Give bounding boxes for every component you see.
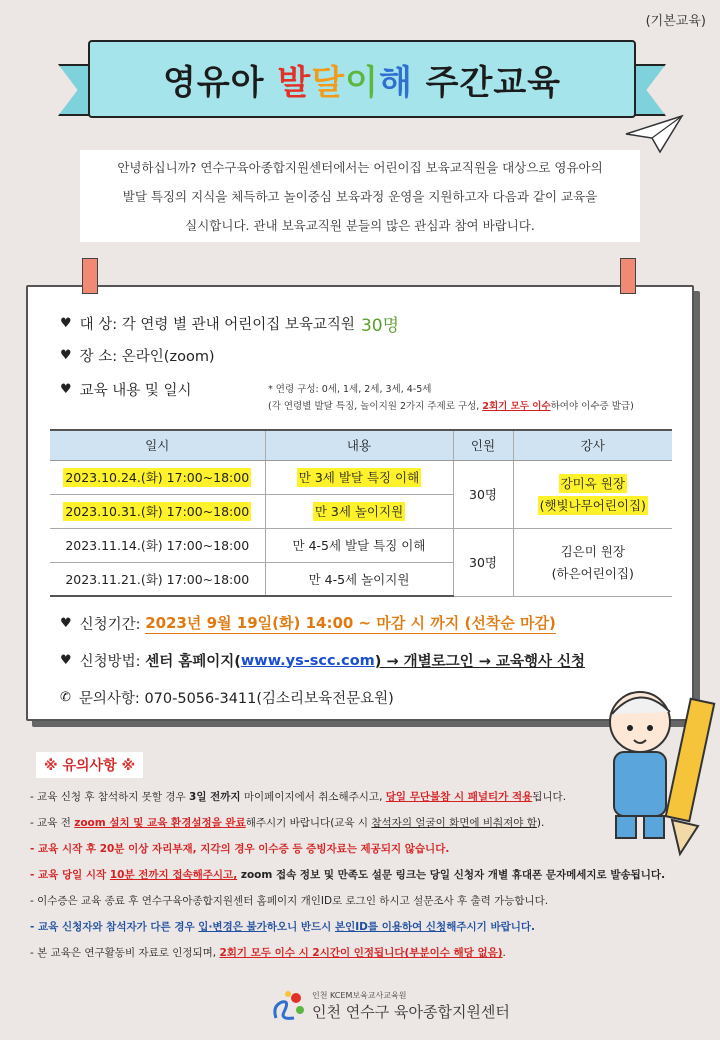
session-date: 2023.10.31.(화) 17:00~18:00	[65, 504, 250, 519]
notice-emphasis: 당일 무단불참 시 패널티가 적용	[385, 791, 533, 803]
title-word-2: 주간교육	[425, 62, 562, 103]
apply-method-text: ) → 개별로그인 → 교육행사 신청	[374, 654, 586, 670]
teacher-cell	[513, 460, 672, 528]
page-title	[163, 55, 561, 104]
notice-emphasis: 참석자의 얼굴이 화면에 비춰져야 함	[371, 817, 537, 829]
notice-heading	[36, 752, 143, 778]
footer	[270, 988, 510, 1024]
target-text: 각 연령 별 관내 어린이집 보육교직원	[121, 317, 355, 333]
session-topic: 만 3세 놀이지원	[314, 504, 404, 519]
place-label: 장 소:	[79, 349, 118, 365]
title-banner	[88, 40, 636, 126]
table-row	[50, 460, 672, 494]
intro-line: 발달 특징의 지식을 체득하고 놀이중심 보육과정 운영을 지원하고자 다음과 같이 교육을	[122, 189, 598, 204]
session-topic: 만 4-5세 놀이지원	[265, 562, 453, 596]
session-date: 2023.11.21.(화) 17:00~18:00	[50, 562, 265, 596]
notice-text: - 교육 신청자와 참석자가 다른 경우	[30, 921, 199, 933]
info-card	[26, 285, 694, 721]
center-logo-icon	[270, 988, 306, 1024]
list-item	[30, 888, 690, 914]
notice-text: 해주시기 바랍니다(교육 시	[245, 817, 372, 829]
notice-text: - 교육 전	[30, 817, 75, 829]
apply-period-text: 2023년 9월 19일(화) 14:00 ~ 마감 시 까지 (선착순 마감)	[145, 614, 556, 632]
content-row	[60, 379, 192, 400]
apply-method-label: 신청방법:	[79, 654, 141, 670]
age-note-line	[268, 398, 634, 415]
target-label: 대 상:	[79, 317, 118, 333]
title-word-1: 영유아	[162, 62, 265, 103]
header-count: 인원	[453, 430, 513, 460]
notice-emphasis: 입·변경은 불가	[198, 921, 267, 933]
notice-text: - 교육 당일 시작	[30, 869, 110, 881]
target-count: 30명	[360, 316, 399, 336]
title-char-orange: 달	[311, 62, 346, 103]
age-note-emphasis: 2회기 모두 이수	[482, 401, 551, 412]
title-char-red: 발	[277, 62, 312, 103]
target-row	[60, 311, 399, 336]
age-note-text: 하여야 이수증 발급)	[550, 401, 634, 412]
header-topic: 내용	[265, 430, 453, 460]
age-note	[268, 381, 634, 415]
place-row	[60, 345, 215, 366]
session-date: 2023.11.14.(화) 17:00~18:00	[50, 528, 265, 562]
table-row	[50, 528, 672, 562]
notice-text: zoom 접속 정보 및 만족도 설문 링크는	[237, 869, 430, 881]
ribbon-band	[88, 40, 636, 118]
place-text: 온라인(zoom)	[121, 349, 215, 365]
notice-text: - 교육 시작 후 20분 이상 자리부재, 지각의 경우 이수증 등 증빙자료는 제공되지 않습니다.	[30, 843, 450, 855]
homepage-link[interactable]: www.ys-scc.com	[240, 652, 375, 669]
session-count: 30명	[453, 528, 513, 596]
session-count: 30명	[453, 460, 513, 528]
contact-row	[60, 687, 394, 708]
list-item	[30, 836, 690, 862]
phone-icon: ✆	[60, 690, 71, 705]
list-item	[30, 940, 690, 966]
notice-emphasis: 10분 전까지 접속해주시고,	[109, 869, 238, 881]
notice-text: 해주시기 바랍니다.	[446, 921, 536, 933]
notice-emphasis: 본인ID를 이용하여 신청	[334, 921, 447, 933]
session-topic: 만 4-5세 발달 특징 이해	[265, 528, 453, 562]
list-item	[30, 810, 690, 836]
notice-mark-icon: ※	[44, 758, 58, 774]
header-date: 일시	[50, 430, 265, 460]
apply-method-text: 센터 홈페이지(	[145, 654, 241, 670]
age-note-line: * 연령 구성: 0세, 1세, 2세, 3세, 4-5세	[268, 384, 432, 395]
notice-text: 하오니 반드시	[266, 921, 335, 933]
heart-icon: ♥	[60, 653, 72, 668]
list-item	[30, 862, 690, 888]
notice-text: - 이수증은 교육 종료 후 연수구육아종합지원센터 홈페이지 개인ID로 로그인 하시고 설문조사 후 출력 가능합니다.	[30, 895, 549, 907]
title-char-green: 이	[345, 62, 379, 103]
teacher-cell	[513, 528, 672, 596]
notice-emphasis: 2회기 모두 이수 시 2시간이 인정됩니다(부분이수 해당 없음)	[219, 947, 503, 959]
notice-text: 마이페이지에서 취소해주시고,	[240, 791, 386, 803]
clip-tab-right	[620, 258, 636, 294]
list-item	[30, 784, 690, 810]
title-char-blue: 해	[378, 62, 413, 103]
teacher-org: (하은어린이집)	[551, 566, 634, 581]
notice-title: 유의사항	[62, 758, 117, 774]
apply-period-label: 신청기간:	[79, 616, 141, 633]
teacher-name: 김은미 원장	[560, 544, 625, 559]
notice-text: - 본 교육은 연구활동비 자료로 인정되며,	[30, 947, 220, 959]
notice-emphasis: 당일 신청자 개별 휴대폰 문자메세지로 발송	[429, 869, 631, 881]
heart-icon: ♥	[60, 615, 72, 631]
content-label: 교육 내용 및 일시	[79, 383, 192, 399]
apply-method-row	[60, 650, 585, 671]
notice-emphasis: 3일 전까지	[189, 791, 241, 803]
notice-text: .	[502, 947, 506, 959]
intro-line: 실시합니다. 관내 보육교직원 분들의 많은 관심과 참여 바랍니다.	[185, 218, 535, 233]
teacher-name: 강미옥 원장	[560, 476, 625, 491]
intro-line: 안녕하십니까? 연수구육아종합지원센터에서는 어린이집 보육교직원을 대상으로 영유아의	[117, 160, 603, 175]
session-topic: 만 3세 발달 특징 이해	[298, 470, 420, 485]
contact-label: 문의사항:	[78, 691, 140, 707]
age-note-text: (각 연령별 발달 특징, 놀이지원 2가지 주제로 구성,	[268, 401, 480, 412]
notice-text: ).	[536, 817, 545, 829]
footer-org-name: 인천 연수구 육아종합지원센터	[312, 1003, 510, 1021]
notice-text: - 교육 신청 후 참석하지 못할 경우	[30, 791, 190, 803]
schedule-table	[50, 429, 672, 597]
clip-tab-left	[82, 258, 98, 294]
category-tag: (기본교육)	[645, 14, 706, 29]
footer-subtitle: 인천 KCEM보육교사교육원	[312, 991, 407, 1000]
contact-text: 070-5056-3411(김소리보육전문요원)	[144, 691, 394, 707]
heart-icon: ♥	[60, 382, 72, 397]
header-teacher: 강사	[513, 430, 672, 460]
notice-mark-icon: ※	[121, 758, 136, 774]
intro-box	[80, 150, 640, 242]
notice-text: 됩니다.	[630, 869, 666, 881]
notice-text: 됩니다.	[532, 791, 567, 803]
teacher-org: (햇빛나무어린이집)	[539, 498, 646, 513]
notice-list	[30, 784, 690, 966]
list-item	[30, 914, 690, 940]
notice-emphasis: zoom 설치 및 교육 환경설정을 완료	[74, 817, 246, 829]
heart-icon: ♥	[60, 316, 72, 331]
apply-period-row	[60, 612, 556, 634]
session-date: 2023.10.24.(화) 17:00~18:00	[65, 470, 250, 485]
heart-icon: ♥	[60, 348, 72, 363]
